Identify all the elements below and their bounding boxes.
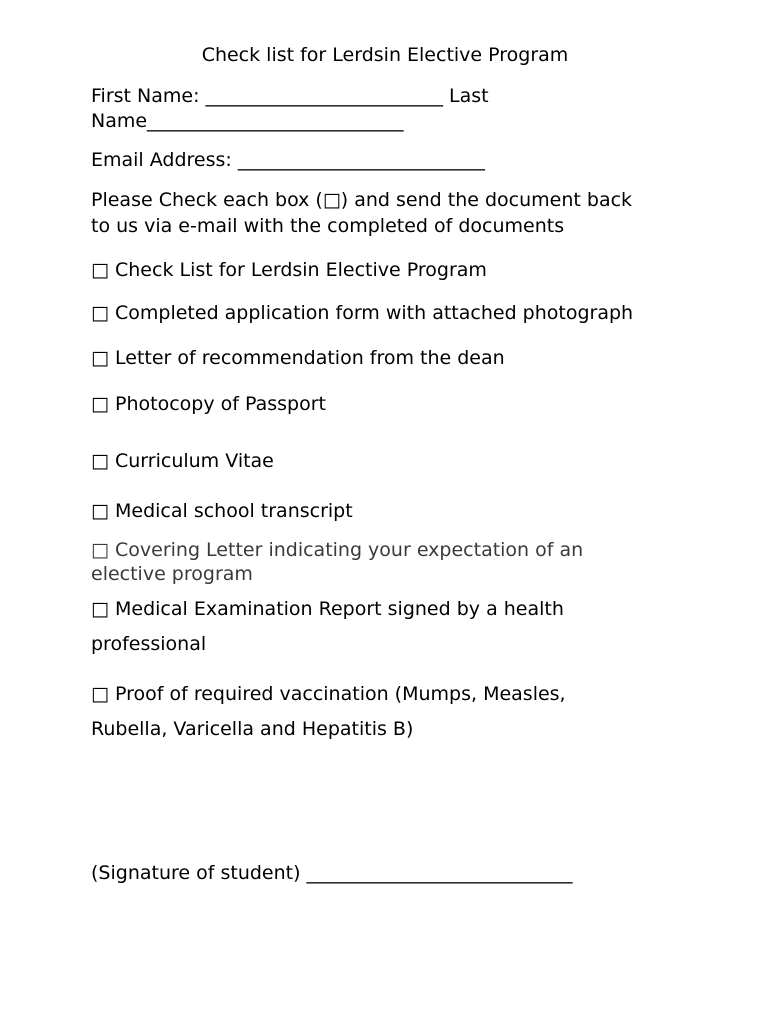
checkbox-icon: □ [91,539,109,561]
checklist-item-label: Medical school transcript [115,500,353,522]
first-name-field-line: First Name: _________________________ Last [91,85,489,107]
checkbox-icon: □ [91,500,109,522]
checklist-item-label: Letter of recommendation from the dean [115,347,505,369]
checkbox-icon: □ [91,450,109,472]
checklist-item-passport [91,392,326,417]
instructions-line-2: to us via e-mail with the completed of documents [91,215,565,237]
checklist-item-label: Photocopy of Passport [115,393,326,415]
checklist-item-covering-letter [91,538,583,563]
checklist-item-recommendation-letter [91,346,505,371]
checklist-item-checklist [91,258,487,283]
checklist-item-label: Completed application form with attached photograph [115,302,634,324]
checkbox-icon: □ [91,393,109,415]
checkbox-icon: □ [91,683,109,705]
checklist-item-cv [91,449,274,474]
checklist-item-continuation: elective program [91,563,253,585]
checklist-item-continuation: professional [91,633,207,655]
signature-line: (Signature of student) ____________________________ [91,862,573,884]
checklist-item-label: Check List for Lerdsin Elective Program [115,259,487,281]
checklist-item-continuation: Rubella, Varicella and Hepatitis B) [91,718,414,740]
checklist-item-label: Medical Examination Report signed by a health [115,598,564,620]
checklist-item-application-form [91,301,633,326]
checklist-item-transcript [91,499,353,524]
checkbox-icon: □ [91,598,109,620]
email-field-line: Email Address: __________________________ [91,149,485,171]
checklist-item-label: Covering Letter indicating your expectation of an [115,539,584,561]
checklist-item-vaccination [91,682,566,707]
checklist-item-label: Curriculum Vitae [115,450,274,472]
checklist-item-label: Proof of required vaccination (Mumps, Measles, [115,683,566,705]
checklist-item-medical-report [91,597,564,622]
page-title: Check list for Lerdsin Elective Program [201,44,569,66]
last-name-field-line: Name___________________________ [91,110,404,132]
checkbox-icon: □ [91,259,109,281]
checkbox-icon: □ [91,302,109,324]
checkbox-icon: □ [91,347,109,369]
instructions-line-1: Please Check each box (□) and send the document back [91,189,633,211]
